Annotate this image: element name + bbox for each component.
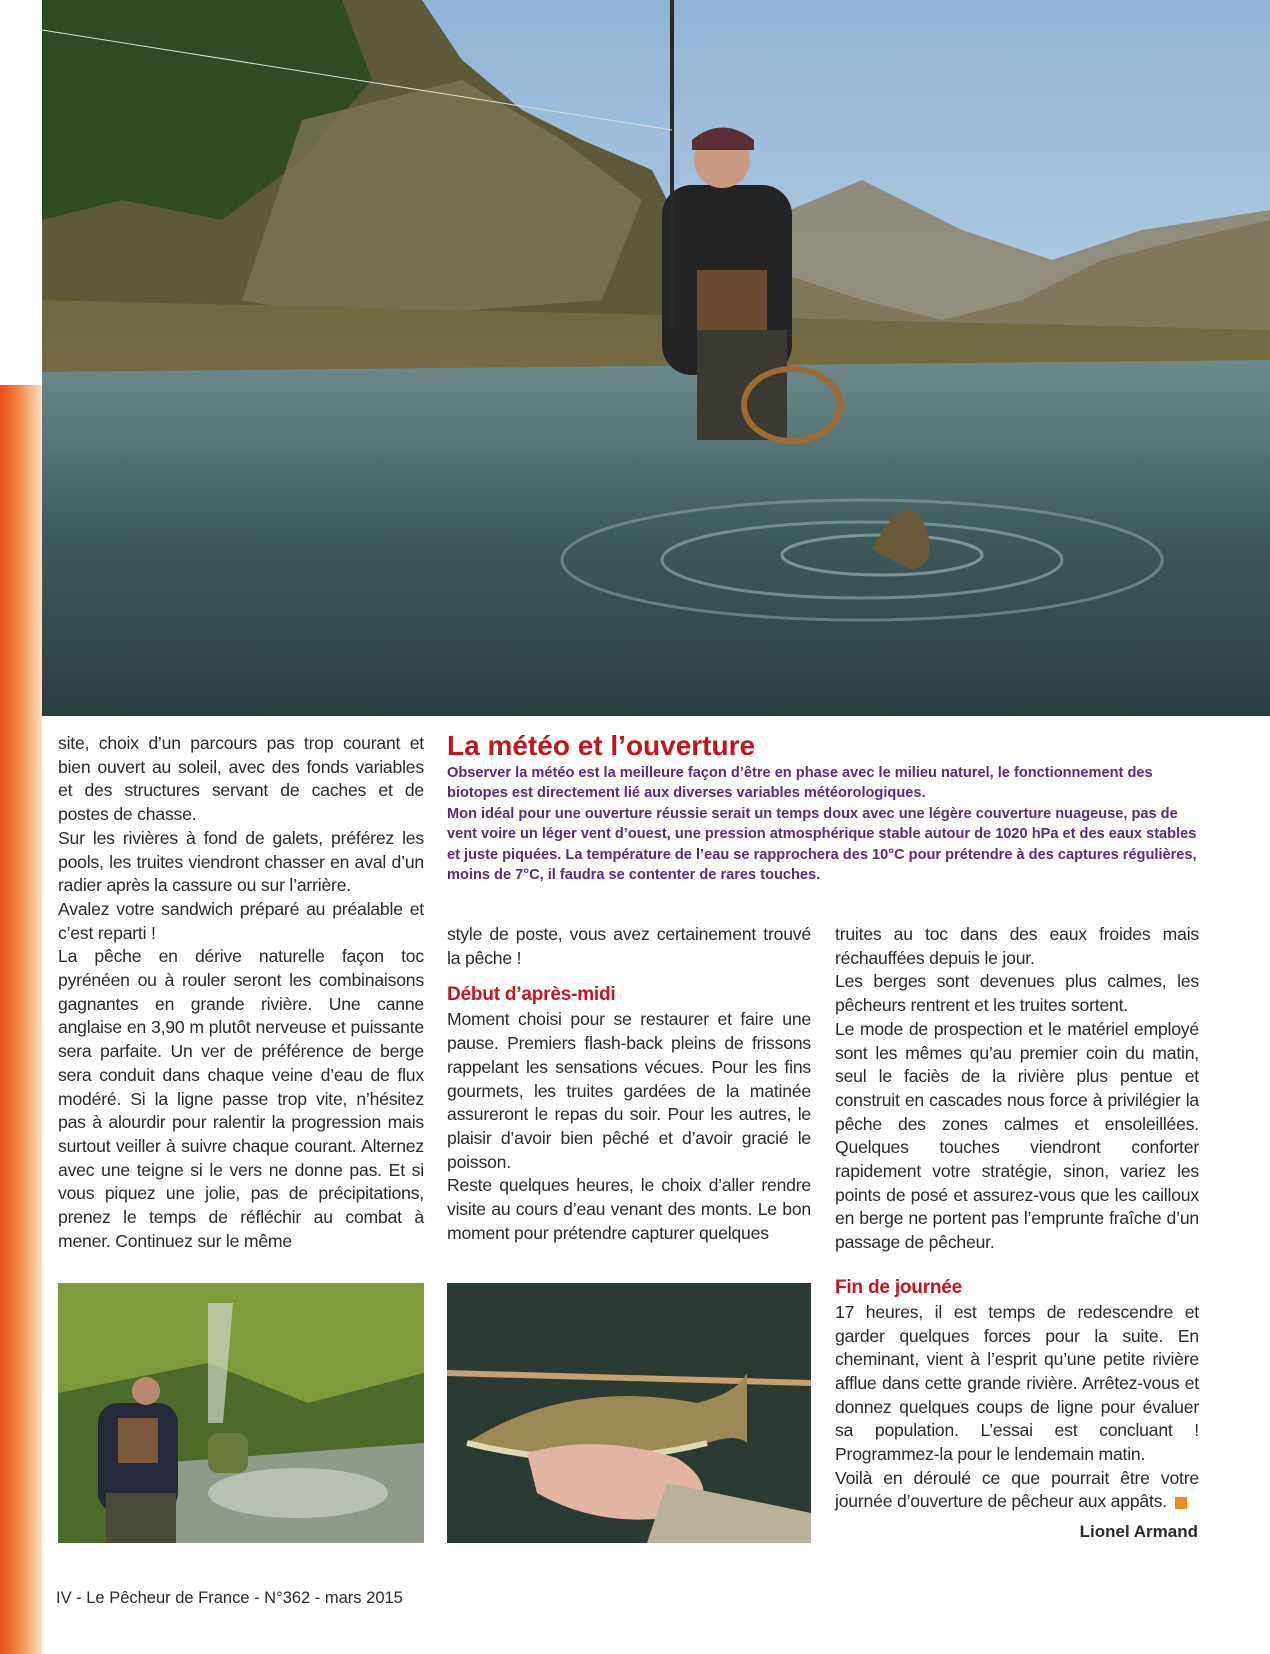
photo-trout-in-hand-illustration bbox=[447, 1283, 811, 1543]
last-paragraph: Voilà en déroulé ce que pourrait être votre journée d’ouverture de pêcheur aux appâts. bbox=[835, 1467, 1199, 1512]
side-color-bar bbox=[0, 385, 42, 1654]
box-title: La météo et l’ouverture bbox=[447, 730, 756, 761]
paragraph bbox=[835, 1467, 1199, 1514]
paragraph: site, choix d’un parcours pas trop courant et bien ouvert au soleil, avec des fonds variables et des structures servant de caches et de postes de chasse. bbox=[58, 733, 424, 825]
subhead-debut-apres-midi: Début d’après-midi bbox=[447, 984, 616, 1006]
paragraph: Le mode de prospection et le matériel employé sont les mêmes qu’au premier coin du matin, seul le faciès de la rivière plus pentue et construit en cascades nous force à privilégier la pêche des zones calmes et ensoleillées. Quelques touches viendront conforter rapidement votre stratégie, sinon, variez les points de posé et assurez-vous que les cailloux en berge ne portent pas l’emprunte fraîche d’un passage de pêcheur. bbox=[835, 1018, 1199, 1253]
hero-photo-illustration bbox=[42, 0, 1270, 716]
paragraph: Avalez votre sandwich préparé au préalable et c’est reparti ! bbox=[58, 898, 424, 943]
paragraph: Reste quelques heures, le choix d’aller rendre visite au cours d’eau venant des monts. Le bon moment pour prétendre capturer quelques bbox=[447, 1175, 811, 1243]
box-intro bbox=[447, 763, 1207, 885]
box-paragraph: Observer la météo est la meilleure façon d’être en phase avec le milieu naturel, le fonctionnement des biotopes est directement lié aux diverses variables météorologiques. bbox=[447, 765, 1153, 802]
paragraph: style de poste, vous avez certainement trouvé la pêche ! bbox=[447, 924, 811, 968]
text-column-2 bbox=[447, 923, 811, 1245]
text-column-3 bbox=[835, 923, 1199, 1514]
author-name: Lionel Armand bbox=[1079, 1522, 1198, 1541]
page-footer: IV - Le Pêcheur de France - N°362 - mars 2015 bbox=[56, 1589, 403, 1607]
subhead-fin-de-journee: Fin de journée bbox=[835, 1276, 963, 1298]
paragraph: Les berges sont devenues plus calmes, les pêcheurs rentrent et les truites sortent. bbox=[835, 971, 1199, 1016]
paragraph: Moment choisi pour se restaurer et faire une pause. Premiers flash-back pleins de frissons rappelant les sensations vécues. Pour les fins gourmets, les truites gardées de la matinée assureront le repas du soir. Pour les autres, le plaisir d’avoir bien pêché et d’avoir gracié le poisson. bbox=[447, 1009, 811, 1172]
box-paragraph: Mon idéal pour une ouverture réussie serait un temps doux avec une légère couverture nuageuse, pas de vent voire un léger vent d’ouest, une pression atmosphérique stable autour de 1020 hPa et des eaux stables et juste piquées. La température de l’eau se rapprochera des 10°C pour prétendre à des captures régulières, moins de 7°C, il faudra se contenter de rares touches. bbox=[447, 805, 1197, 884]
text-column-1 bbox=[58, 732, 424, 1253]
hero-photo bbox=[42, 0, 1270, 716]
photo-trout-in-hand bbox=[447, 1283, 811, 1543]
end-of-article-icon bbox=[1175, 1497, 1187, 1509]
photo-mountain-stream-illustration bbox=[58, 1283, 424, 1543]
paragraph: La pêche en dérive naturelle façon toc pyrénéen ou à rouler seront les combinaisons gagnantes en grande rivière. Une canne anglaise en 3,90 m plutôt nerveuse et puissante sera parfaite. Un ver de préférence de berge sera conduit dans chaque veine d’eau de flux modéré. Si la ligne passe trop vite, n’hésitez pas à alourdir pour ralentir la progression mais surtout veiller à suivre chaque courant. Alternez avec une teigne si le vers ne donne pas. Et si vous piquez une jolie, pas de précipitations, prenez le temps de réfléchir au combat à mener. Continuez sur le même bbox=[58, 946, 424, 1251]
paragraph: 17 heures, il est temps de redescendre et garder quelques forces pour la suite. En cheminant, vient à l’esprit qu’une petite rivière afflue dans cette grande rivière. Arrêtez-vous et donnez quelques coups de ligne pour évaluer sa population. L’essai est concluant ! Programmez-la pour le lendemain matin. bbox=[835, 1301, 1199, 1465]
paragraph: Sur les rivières à fond de galets, préférez les pools, les truites viendront chasser en aval d’un radier après la cassure ou sur l’arrière. bbox=[58, 827, 424, 896]
paragraph: truites au toc dans des eaux froides mais réchauffées depuis le jour. bbox=[835, 924, 1199, 968]
photo-mountain-stream bbox=[58, 1283, 424, 1543]
